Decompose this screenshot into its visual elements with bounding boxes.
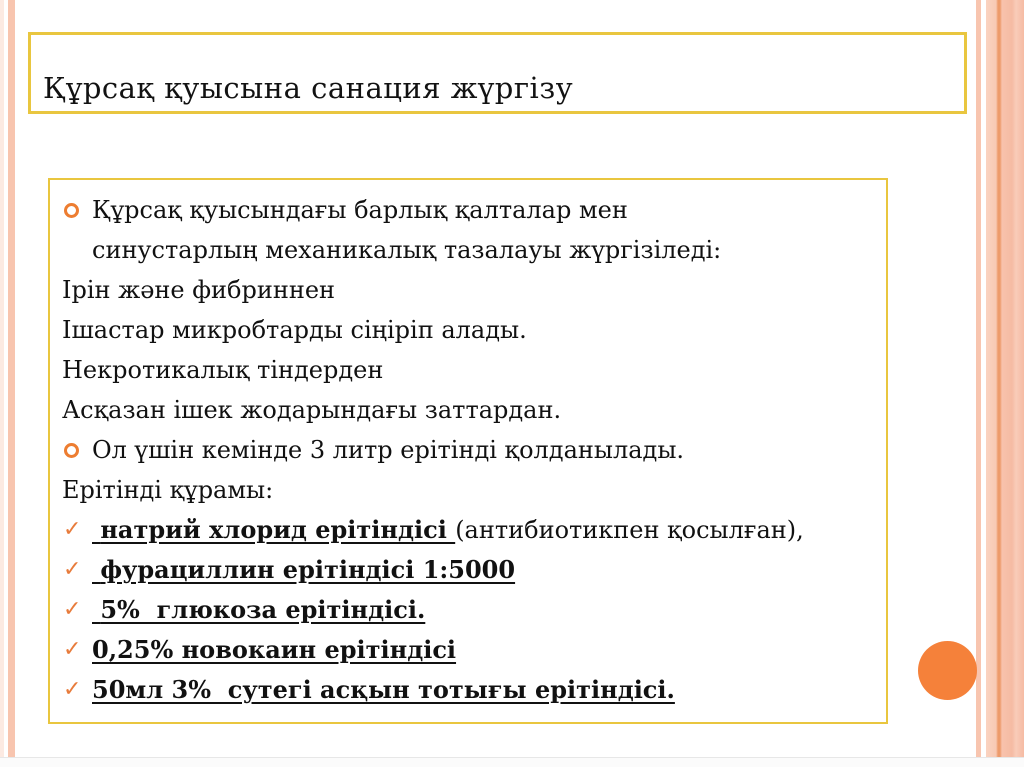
list-item bbox=[62, 590, 876, 630]
list-item-text: 0,25% новокаин ерітіндісі bbox=[92, 635, 457, 664]
list-item-text: фурациллин ерітіндісі 1:5000 bbox=[92, 555, 516, 584]
list-item bbox=[62, 670, 876, 710]
slide-title: Құрсақ қуысына санация жүргізу bbox=[43, 71, 574, 105]
list-item-text: Ол үшін кемінде 3 литр ерітінді қолданылады. bbox=[92, 436, 685, 464]
content-box bbox=[48, 178, 888, 724]
right-accent-stripe-thin bbox=[976, 0, 981, 767]
list-item bbox=[62, 190, 876, 270]
left-accent-stripe-outer bbox=[0, 0, 4, 758]
title-box bbox=[28, 32, 967, 114]
list-item-text: Некротикалық тіндерден bbox=[62, 356, 384, 384]
list-item bbox=[62, 350, 876, 390]
list-item-text: Асқазан ішек жодарындағы заттардан. bbox=[62, 396, 562, 424]
list-item bbox=[62, 550, 876, 590]
list-item-text: натрий хлорид ерітіндісі (антибиотикпен қосылған), bbox=[92, 515, 804, 544]
list-item-text: Ерітінді құрамы: bbox=[62, 476, 274, 504]
list-item bbox=[62, 390, 876, 430]
list-item-text: 5% глюкоза ерітіндісі. bbox=[92, 595, 426, 624]
list-item-text: Ішастар микробтарды сіңіріп алады. bbox=[62, 316, 527, 344]
bullet-icon bbox=[62, 190, 92, 230]
check-icon: ✓ bbox=[63, 597, 82, 622]
list-item bbox=[62, 470, 876, 510]
check-icon: ✓ bbox=[63, 517, 82, 542]
list-item-text: 50мл 3% сутегі асқын тотығы ерітіндісі. bbox=[92, 675, 675, 704]
list-item bbox=[62, 270, 876, 310]
list-item-text: Ірін және фибриннен bbox=[62, 276, 336, 304]
decorative-circle bbox=[918, 641, 977, 700]
list-item bbox=[62, 310, 876, 350]
content-list bbox=[62, 190, 876, 710]
list-item bbox=[62, 430, 876, 470]
list-item bbox=[62, 510, 876, 550]
right-accent-band bbox=[986, 0, 1024, 767]
bottom-margin-area bbox=[0, 758, 1024, 767]
check-icon: ✓ bbox=[63, 557, 82, 582]
list-item bbox=[62, 630, 876, 670]
bullet-icon bbox=[62, 430, 92, 470]
check-icon: ✓ bbox=[63, 637, 82, 662]
check-icon: ✓ bbox=[63, 677, 82, 702]
list-item-text: Құрсақ қуысындағы барлық қалталар мен синустарлың механикалық тазалауы жүргізіледі: bbox=[92, 196, 722, 264]
left-accent-stripe-inner bbox=[8, 0, 15, 758]
